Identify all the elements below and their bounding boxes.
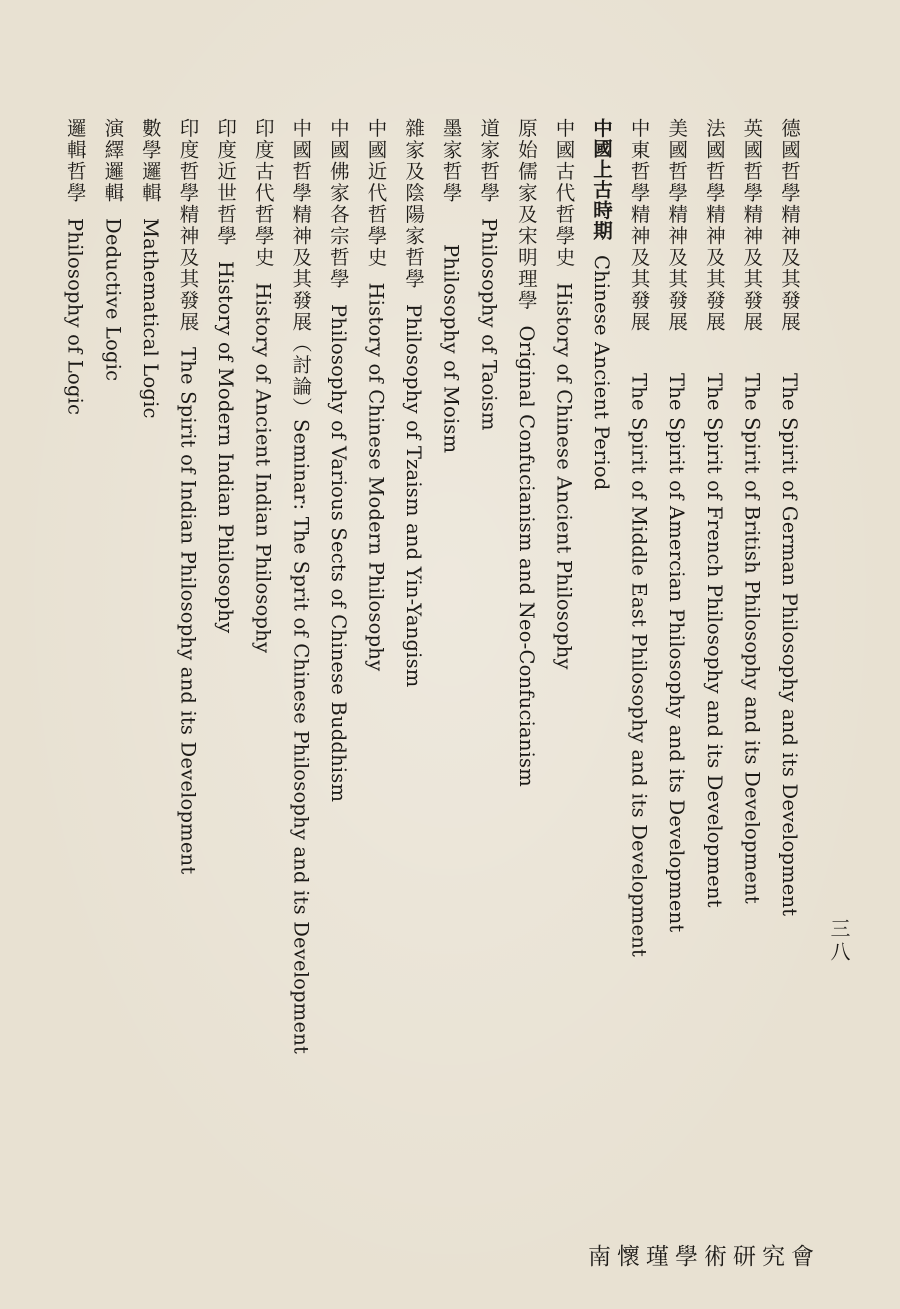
course-title-zh: 中國哲學精神及其發展（討論） (289, 118, 313, 419)
course-entry (470, 118, 508, 1268)
course-title-zh: 演繹邏輯 (101, 118, 125, 204)
course-title-en: The Spirit of Amercian Philosophy and its Development (665, 373, 689, 933)
course-title-en: Seminar: The Sprit of Chinese Philosophy and its Development (289, 419, 313, 1055)
course-entry (244, 118, 282, 1268)
course-title-en: The Spirit of British Philosophy and its Development (740, 373, 764, 904)
course-title-en: The Spirit of Indian Philosophy and its Development (176, 347, 200, 875)
course-entry (695, 118, 733, 1268)
course-title-zh: 中東哲學精神及其發展 (627, 118, 651, 333)
course-title-en: Philosophy of Various Sects of Chinese Buddhism (326, 304, 350, 803)
course-entry (733, 118, 771, 1268)
course-title-zh: 印度哲學精神及其發展 (176, 118, 200, 333)
course-title-en: Philosophy of Tzaism and Yin-Yangism (402, 304, 426, 688)
course-title-en: History of Chinese Ancient Philosophy (552, 282, 576, 670)
course-title-en: Original Confucianism and Neo-Confucianism (514, 325, 538, 787)
course-title-zh: 原始儒家及宋明理學 (514, 118, 538, 312)
course-entry (432, 118, 470, 1268)
course-entry (357, 118, 395, 1268)
course-title-zh: 中國佛家各宗哲學 (326, 118, 350, 290)
course-entry (620, 118, 658, 1268)
section-heading-zh: 中國上古時期 (590, 118, 614, 241)
course-entry (94, 118, 132, 1268)
course-entry (282, 118, 320, 1268)
course-title-zh: 印度近世哲學 (214, 118, 238, 247)
course-entry (658, 118, 696, 1268)
course-title-en: The Spirit of French Philosophy and its Development (702, 373, 726, 908)
course-title-en: Mathematical Logic (138, 218, 162, 419)
course-title-zh: 印度古代哲學史 (251, 118, 275, 269)
course-entry (394, 118, 432, 1268)
course-title-zh: 雜家及陰陽家哲學 (402, 118, 426, 290)
course-title-zh: 墨家哲學 (439, 118, 463, 204)
course-entry (545, 118, 583, 1268)
course-title-en: History of Ancient Indian Philosophy (251, 282, 275, 654)
course-entry (319, 118, 357, 1268)
course-title-en: Philosophy of Taoism (477, 218, 501, 431)
course-title-zh: 法國哲學精神及其發展 (702, 118, 726, 333)
course-title-zh: 美國哲學精神及其發展 (665, 118, 689, 333)
course-entry (507, 118, 545, 1268)
page-number: 三八 (827, 918, 851, 964)
publisher-footer: 南懷瑾學術研究會 (588, 1244, 820, 1270)
course-title-zh: 德國哲學精神及其發展 (778, 118, 801, 333)
section-heading (582, 118, 620, 1268)
course-title-en: History of Chinese Modern Philosophy (364, 282, 388, 672)
course-entry (770, 118, 808, 1268)
course-title-en: Philosophy of Moism (439, 244, 463, 454)
course-title-en: History of Modern Indian Philosophy (214, 261, 238, 634)
section-heading-en: Chinese Ancient Period (590, 255, 614, 491)
course-title-zh: 中國近代哲學史 (364, 118, 388, 269)
course-title-zh: 道家哲學 (477, 118, 501, 204)
course-title-zh: 英國哲學精神及其發展 (740, 118, 764, 333)
course-title-en: The Spirit of Middle East Philosophy and its Development (627, 373, 651, 958)
course-list (56, 118, 808, 1268)
course-entry (169, 118, 207, 1268)
course-entry (56, 118, 94, 1268)
course-title-zh: 數學邏輯 (138, 118, 162, 204)
course-title-zh: 邏輯哲學 (63, 118, 87, 204)
course-title-en: The Spirit of German Philosophy and its Development (778, 373, 801, 917)
course-title-zh: 中國古代哲學史 (552, 118, 576, 269)
course-entry (131, 118, 169, 1268)
course-title-en: Deductive Logic (101, 218, 125, 382)
course-entry (207, 118, 245, 1268)
course-title-en: Philosophy of Logic (63, 218, 87, 416)
